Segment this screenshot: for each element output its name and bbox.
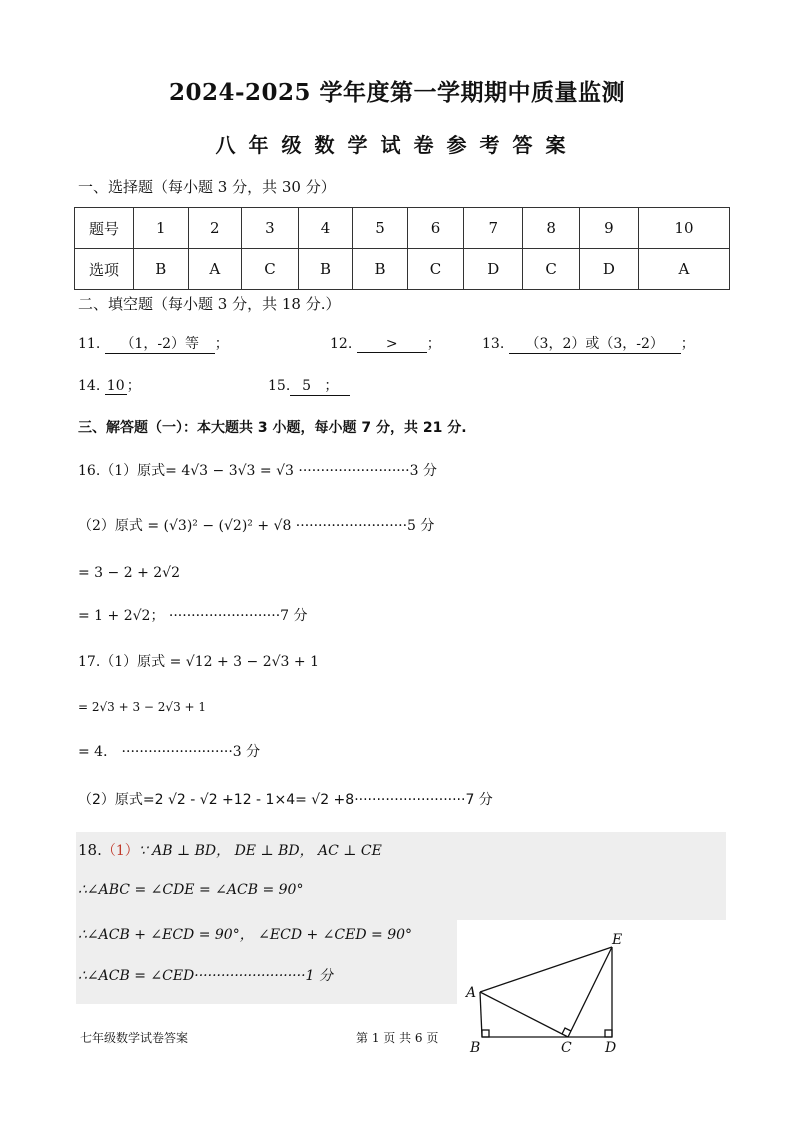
table-cell: A — [188, 249, 242, 290]
q11-number: 11. — [78, 336, 101, 352]
page-number: 第 1 页 共 6 页 — [356, 1031, 439, 1045]
q17-line4: （2）原式=2 √2 - √2 +12 - 1×4= √2 +8·························7 分 — [78, 792, 493, 808]
table-cell: 10 — [638, 208, 729, 249]
q12-number: 12. — [330, 336, 353, 352]
table-cell: B — [134, 249, 189, 290]
table-cell: 9 — [579, 208, 638, 249]
q18-line2: ∴∠ABC = ∠CDE = ∠ACB = 90° — [78, 882, 304, 898]
q15-number: 15. — [268, 378, 291, 394]
segment-ac — [480, 992, 568, 1037]
table-cell: C — [242, 249, 299, 290]
section1-heading: 一、选择题（每小题 3 分，共 30 分） — [78, 178, 336, 196]
q16-line4: = 1 + 2√2； ·························7 分 — [78, 608, 308, 624]
label-e: E — [612, 932, 623, 948]
table-cell: 3 — [242, 208, 299, 249]
q18-given: ∵ AB ⊥ BD， DE ⊥ BD， AC ⊥ CE — [138, 843, 382, 859]
q13 — [482, 333, 695, 354]
section3-heading: 三、解答题（一）：本大题共 3 小题，每小题 7 分，共 21 分. — [78, 420, 467, 436]
right-angle-d — [605, 1030, 612, 1037]
q11-sep: ； — [214, 336, 229, 352]
answer-table — [74, 207, 730, 290]
q18-line3: ∴∠ACB + ∠ECD = 90°， ∠ECD + ∠CED = 90° — [78, 927, 413, 943]
q15-answer: 5 ； — [290, 375, 350, 396]
q14-number: 14. — [78, 378, 101, 394]
right-angle-b — [482, 1030, 489, 1037]
table-cell: 5 — [353, 208, 408, 249]
table-cell: B — [298, 249, 353, 290]
q17-line2: = 2√3 + 3 − 2√3 + 1 — [78, 700, 207, 714]
table-row — [75, 208, 730, 249]
table-cell: C — [407, 249, 464, 290]
q13-number: 13. — [482, 336, 505, 352]
q16-line3: = 3 − 2 + 2√2 — [78, 565, 180, 581]
q16-line1: 16.（1）原式= 4√3 − 3√3 = √3 ·························3 分 — [78, 463, 437, 479]
q18-number: 18. — [78, 841, 102, 859]
footer-left: 七年级数学试卷答案 — [80, 1031, 189, 1045]
q14-answer: 10 — [105, 378, 127, 395]
q17-line1: 17.（1）原式 = √12 + 3 − 2√3 + 1 — [78, 654, 319, 670]
table-row — [75, 249, 730, 290]
table-cell: C — [523, 249, 580, 290]
table-cell: 4 — [298, 208, 353, 249]
q13-answer: （3，2）或（3，-2） — [509, 333, 681, 354]
table-cell: 1 — [134, 208, 189, 249]
q12-sep: ； — [426, 336, 441, 352]
q15 — [268, 375, 350, 396]
label-c: C — [561, 1040, 572, 1055]
page-title: 2024-2025 学年度第一学期期中质量监测 — [168, 79, 626, 106]
section2-heading: 二、填空题（每小题 3 分，共 18 分.） — [78, 295, 341, 313]
q14-sep: ； — [126, 378, 141, 394]
q18-part-label: （1） — [101, 843, 139, 859]
q13-sep: ； — [680, 336, 695, 352]
table-header-cell: 选项 — [75, 249, 134, 290]
table-cell: D — [579, 249, 638, 290]
table-cell: 6 — [407, 208, 464, 249]
label-a: A — [466, 985, 477, 1001]
q17-line3: = 4． ·························3 分 — [78, 744, 261, 760]
q12 — [330, 333, 441, 353]
table-cell: B — [353, 249, 408, 290]
q14 — [78, 375, 141, 395]
table-cell: 8 — [523, 208, 580, 249]
table-cell: 7 — [464, 208, 523, 249]
segment-ae — [480, 947, 612, 992]
table-cell: D — [464, 249, 523, 290]
table-cell: 2 — [188, 208, 242, 249]
q18-line1 — [78, 840, 382, 860]
q12-answer: > — [357, 336, 427, 353]
label-d: D — [605, 1040, 617, 1055]
q11-answer: （1，-2）等 — [105, 333, 215, 354]
table-cell: A — [638, 249, 729, 290]
geometry-figure — [460, 925, 640, 1055]
segment-ce — [568, 947, 612, 1037]
page-subtitle: 八年级数学试卷参考答案 — [215, 133, 579, 157]
q11 — [78, 333, 229, 354]
label-b: B — [470, 1040, 481, 1055]
table-header-cell: 题号 — [75, 208, 134, 249]
q18-line4: ∴∠ACB = ∠CED·························1 分 — [78, 968, 333, 984]
q16-line2: （2）原式 = (√3)² − (√2)² + √8 ·························5 分 — [78, 518, 435, 534]
